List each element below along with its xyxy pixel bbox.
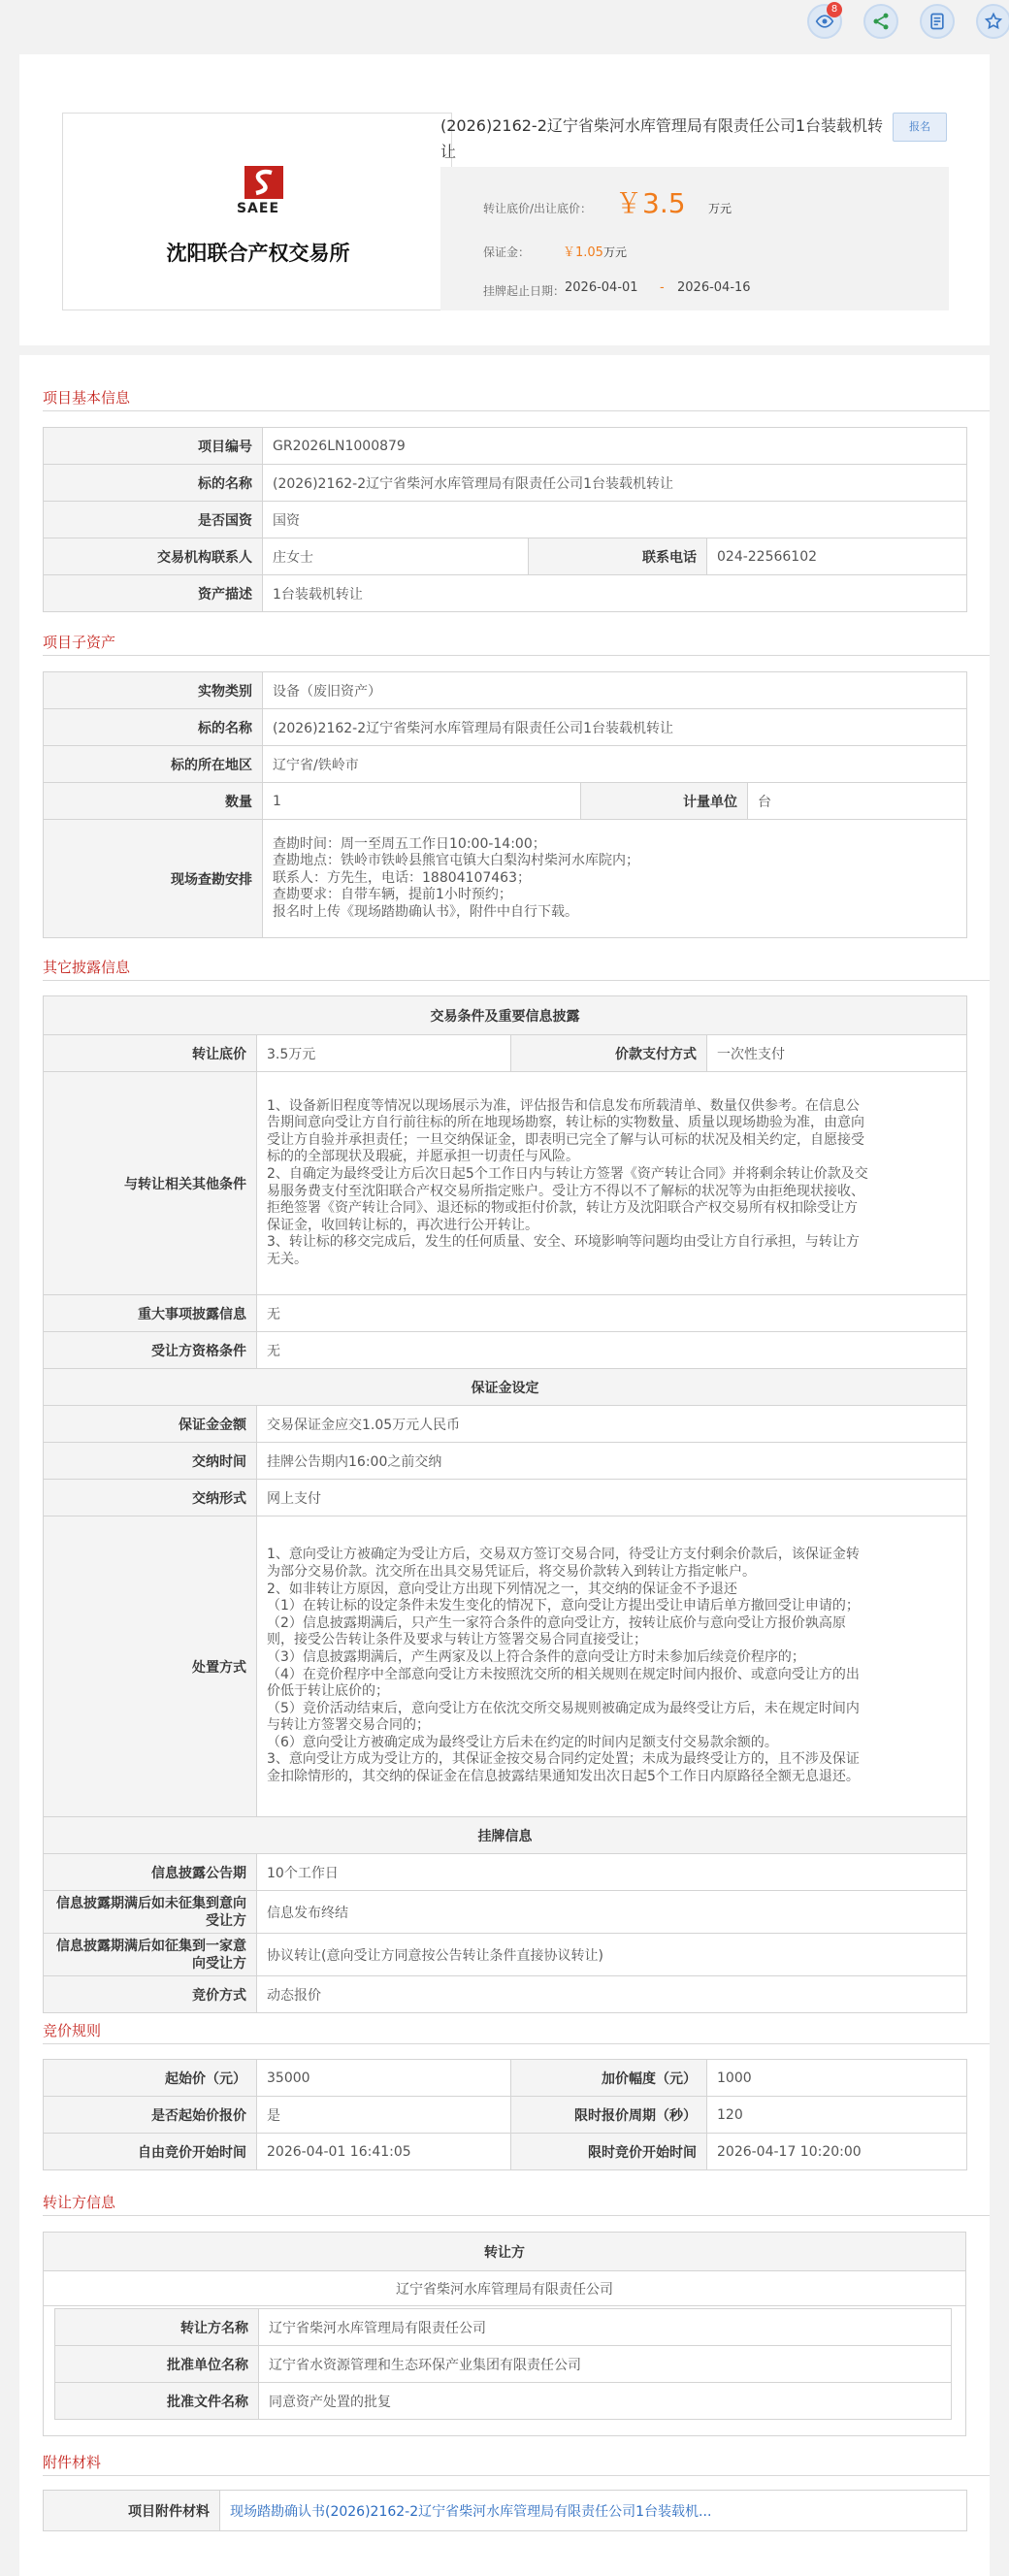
limited-bid-start-value: 2026-04-17 10:20:00	[707, 2134, 967, 2170]
contact-label: 交易机构联系人	[44, 538, 263, 575]
approval-doc-value: 同意资产处置的批复	[259, 2383, 952, 2420]
limit-period-label: 限时报价周期（秒）	[511, 2097, 707, 2134]
price-value: ￥3.5	[615, 187, 686, 219]
table-row	[44, 672, 967, 709]
share-button[interactable]	[863, 4, 898, 39]
section-title-asset: 项目子资产	[43, 634, 116, 651]
table-row	[44, 465, 967, 502]
share-icon	[871, 12, 891, 31]
unit-value: 台	[748, 783, 967, 820]
phone-label: 联系电话	[529, 538, 707, 575]
table-row	[44, 2271, 966, 2306]
quantity-value: 1	[263, 783, 581, 820]
table-row	[44, 1854, 967, 1891]
one-buyer-label: 信息披露期满后如征集到一家意向受让方	[44, 1934, 257, 1976]
location-label: 标的所在地区	[44, 746, 263, 783]
asset-desc-value: 1台装载机转让	[263, 575, 967, 612]
table-row	[44, 746, 967, 783]
table-row	[44, 1369, 967, 1406]
table-row	[55, 2383, 952, 2420]
exchange-logo	[62, 113, 452, 310]
seller-header: 转让方	[44, 2233, 966, 2271]
payment-method-label: 价款支付方式	[511, 1035, 707, 1072]
document-button[interactable]	[920, 4, 955, 39]
table-row	[44, 2233, 966, 2271]
price-unit: 万元	[708, 202, 732, 215]
seller-name-label: 转让方名称	[55, 2309, 259, 2346]
disposal-line: （5）竞价活动结束后，意向受让方在依沈交所交易规则被确定成为最终受让方后，未在规定时间内	[267, 1700, 860, 1716]
target-name-label: 标的名称	[44, 465, 263, 502]
bidding-method-value: 动态报价	[257, 1976, 967, 2013]
payment-form-value: 网上支付	[257, 1480, 967, 1516]
state-owned-label: 是否国资	[44, 502, 263, 538]
start-price-value: 35000	[257, 2060, 511, 2097]
table-row	[44, 1072, 967, 1295]
major-matters-value: 无	[257, 1295, 967, 1332]
target-name-value: (2026)2162-2辽宁省柴河水库管理局有限责任公司1台装载机转让	[263, 465, 967, 502]
disposal-label: 处置方式	[44, 1516, 257, 1817]
asset-name-value: (2026)2162-2辽宁省柴河水库管理局有限责任公司1台装载机转让	[263, 709, 967, 746]
attachment-link[interactable]: 现场踏勘确认书(2026)2162-2辽宁省柴河水库管理局有限责任公司1台装载机...	[230, 2503, 712, 2520]
disposal-line: （3）信息披露期满后，产生两家及以上符合条件的意向受让方时未参加后续竞价程序的；	[267, 1648, 805, 1665]
basic-info-table	[43, 427, 967, 612]
bidding-rules-table	[43, 2059, 967, 2170]
disposal-line: 为部分交易价款。沈交所在出具交易凭证后，将交易价款转入到转让方指定帐户。	[267, 1563, 756, 1580]
asset-name-label: 标的名称	[44, 709, 263, 746]
table-row	[44, 502, 967, 538]
disposal-line: 则，接受公告转让条件及要求与转让方签署交易合同直接受让；	[267, 1632, 647, 1648]
disposal-value	[257, 1516, 967, 1817]
table-row	[55, 2346, 952, 2383]
deposit-amount-label: 保证金金额	[44, 1406, 257, 1443]
deposit-value: ￥1.05	[563, 245, 603, 260]
condition-line: 2、自确定为最终受让方后次日起5个工作日内与转让方签署《资产转让合同》并将剩余转让价款及交	[267, 1165, 868, 1182]
attachment-cell	[220, 2491, 967, 2531]
section-title-other: 其它披露信息	[43, 959, 131, 976]
approver-label: 批准单位名称	[55, 2346, 259, 2383]
logo-text: SAEE	[236, 201, 280, 216]
disclosure-period-label: 信息披露公告期	[44, 1854, 257, 1891]
section-title-bidding: 竞价规则	[43, 2022, 102, 2039]
disposal-line: （6）意向受让方被确定成为最终受让方后未在约定的时间内足额支付交易款余额的。	[267, 1734, 778, 1750]
item-type-label: 实物类别	[44, 672, 263, 709]
project-code-label: 项目编号	[44, 428, 263, 465]
table-row	[44, 1480, 967, 1516]
condition-line: 1、设备新旧程度等情况以现场展示为准，评估报告和信息发布所载清单、数量仅供参考。在信息公	[267, 1097, 860, 1114]
price-label: 转让底价/出让底价：	[483, 202, 593, 215]
disposal-line: 金扣除情形的，其交纳的保证金在信息披露结果通知发出次日起5个工作日内原路径全额无息退还。	[267, 1769, 860, 1785]
table-row	[44, 1976, 967, 2013]
disposal-line: 价低于转让底价的；	[267, 1683, 389, 1700]
top-toolbar	[0, 0, 1009, 54]
exchange-name: 沈阳联合产权交易所	[166, 241, 350, 265]
collect-button[interactable]	[976, 4, 1009, 39]
major-matters-label: 重大事项披露信息	[44, 1295, 257, 1332]
increment-value: 1000	[707, 2060, 967, 2097]
project-code-value: GR2026LN1000879	[263, 428, 967, 465]
sub-header-listing: 挂牌信息	[44, 1817, 967, 1854]
table-row	[44, 709, 967, 746]
attachment-label: 项目附件材料	[44, 2491, 220, 2531]
sub-header-deposit: 保证金设定	[44, 1369, 967, 1406]
price-summary	[440, 167, 949, 310]
limit-period-value: 120	[707, 2097, 967, 2134]
site-visit-line: 查勘地点：铁岭市铁岭县熊官屯镇大白梨沟村柴河水库院内；	[273, 853, 639, 869]
disposal-line: 3、意向受让方成为受让方的，其保证金按交易合同约定处置；未成为最终受让方的，且不涉及保证	[267, 1751, 860, 1768]
condition-line: 保证金，收回转让标的，再次进行公开转让。	[267, 1217, 538, 1233]
table-row	[44, 2060, 967, 2097]
section-divider	[43, 2043, 990, 2044]
location-value: 辽宁省/铁岭市	[263, 746, 967, 783]
attachment-table	[43, 2490, 967, 2531]
no-buyer-label: 信息披露期满后如未征集到意向受让方	[44, 1891, 257, 1934]
disposal-line: 1、意向受让方被确定为受让方后，交易双方签订交易合同，待受让方支付剩余价款后，该保证金转	[267, 1547, 860, 1563]
document-icon	[928, 12, 947, 31]
section-divider	[43, 980, 990, 981]
site-visit-line: 查勘时间：周一至周五工作日10:00-14:00；	[273, 835, 546, 852]
table-row	[55, 2309, 952, 2346]
table-row	[44, 1406, 967, 1443]
disposal-line: （2）信息披露期满后，只产生一家符合条件的意向受让方，按转让底价与意向受让方报价孰高原	[267, 1614, 846, 1631]
free-bid-start-label: 自由竞价开始时间	[44, 2134, 257, 2170]
qualification-value: 无	[257, 1332, 967, 1369]
transfer-price-value: 3.5万元	[257, 1035, 511, 1072]
date-start: 2026-04-01	[565, 280, 638, 295]
payment-time-label: 交纳时间	[44, 1443, 257, 1480]
payment-method-value: 一次性支付	[707, 1035, 967, 1072]
sub-asset-table	[43, 671, 967, 938]
other-conditions-value	[257, 1072, 967, 1295]
table-row	[44, 538, 967, 575]
free-bid-start-value: 2026-04-01 16:41:05	[257, 2134, 511, 2170]
disposal-line: 与转让方签署交易合同的；	[267, 1717, 430, 1734]
section-title-basic: 项目基本信息	[43, 389, 131, 407]
approval-doc-label: 批准文件名称	[55, 2383, 259, 2420]
project-header-card	[19, 54, 990, 345]
table-row	[44, 1332, 967, 1369]
condition-line: 3、转让标的移交完成后，发生的任何质量、安全、环境影响等问题均由受让方自行承担，与转让方	[267, 1234, 860, 1251]
table-row	[44, 1934, 967, 1976]
table-row	[44, 996, 967, 1035]
site-visit-value	[263, 820, 967, 938]
phone-value: 024-22566102	[707, 538, 967, 575]
disclosure-table	[43, 995, 967, 2013]
quantity-label: 数量	[44, 783, 263, 820]
condition-line: 易服务费支付至沈阳联合产权交易所指定账户。受让方不得以不了解标的状况等为由拒绝现状接收、	[267, 1183, 864, 1199]
table-row	[44, 1817, 967, 1854]
site-visit-line: 报名时上传《现场踏勘确认书》，附件中自行下载。	[273, 903, 578, 920]
item-type-value: 设备（废旧资产）	[263, 672, 967, 709]
one-buyer-value: 协议转让(意向受让方同意按公告转让条件直接协议转让)	[257, 1934, 967, 1976]
section-title-attachment: 附件材料	[43, 2454, 102, 2471]
deposit-amount-value: 交易保证金应交1.05万元人民币	[257, 1406, 967, 1443]
condition-line: 受让方自验并承担责任；一旦交纳保证金，即表明已完全了解与认可标的状况及相关约定，自愿接受	[267, 1131, 864, 1148]
table-row	[44, 2134, 967, 2170]
increment-label: 加价幅度（元）	[511, 2060, 707, 2097]
table-row	[44, 1035, 967, 1072]
site-visit-label: 现场查勘安排	[44, 820, 263, 938]
payment-time-value: 挂牌公告期内16:00之前交纳	[257, 1443, 967, 1480]
sub-header-conditions: 交易条件及重要信息披露	[44, 996, 967, 1035]
other-conditions-label: 与转让相关其他条件	[44, 1072, 257, 1295]
contact-value: 庄女士	[263, 538, 529, 575]
asset-desc-label: 资产描述	[44, 575, 263, 612]
section-title-seller: 转让方信息	[43, 2194, 116, 2211]
section-divider	[43, 2475, 990, 2476]
site-visit-line: 查勘要求：自带车辆，提前1小时预约；	[273, 887, 512, 903]
star-icon	[984, 12, 1003, 31]
saee-logo-icon	[244, 166, 283, 199]
bidding-method-label: 竞价方式	[44, 1976, 257, 2013]
table-row	[44, 1516, 967, 1817]
qualification-label: 受让方资格条件	[44, 1332, 257, 1369]
transfer-price-label: 转让底价	[44, 1035, 257, 1072]
table-row	[44, 1443, 967, 1480]
approver-value: 辽宁省水资源管理和生态环保产业集团有限责任公司	[259, 2346, 952, 2383]
seller-name-value: 辽宁省柴河水库管理局有限责任公司	[259, 2309, 952, 2346]
view-count-badge: 8	[827, 2, 842, 17]
date-label: 挂牌起止日期：	[483, 284, 566, 298]
table-row	[44, 1295, 967, 1332]
deposit-label: 保证金：	[483, 245, 531, 259]
unit-label: 计量单位	[581, 783, 748, 820]
table-row	[44, 1891, 967, 1934]
condition-line: 标的的全部现状及瑕疵，并愿承担一切责任与风险。	[267, 1149, 579, 1165]
payment-form-label: 交纳形式	[44, 1480, 257, 1516]
deposit-unit: 万元	[603, 245, 628, 259]
start-price-label: 起始价（元）	[44, 2060, 257, 2097]
condition-line: 拒绝签署《资产转让合同》、退还标的物或拒付价款，转让方及沈阳联合产权交易所有权扣除受让方	[267, 1200, 858, 1217]
seller-detail-table	[54, 2308, 952, 2420]
start-price-bid-value: 是	[257, 2097, 511, 2134]
state-owned-value: 国资	[263, 502, 967, 538]
view-count-button[interactable]	[807, 4, 842, 39]
table-row	[44, 783, 967, 820]
section-divider	[43, 655, 990, 656]
no-buyer-value: 信息发布终结	[257, 1891, 967, 1934]
seller-company: 辽宁省柴河水库管理局有限责任公司	[44, 2271, 966, 2306]
start-price-bid-label: 是否起始价报价	[44, 2097, 257, 2134]
table-row	[44, 820, 967, 938]
date-end: 2026-04-16	[677, 280, 751, 295]
project-details-card	[19, 355, 990, 2576]
disposal-line: （4）在竞价程序中全部意向受让方未按照沈交所的相关规则在规定时间内报价、或意向受让方的出	[267, 1666, 860, 1682]
section-divider	[43, 2215, 990, 2216]
disclosure-period-value: 10个工作日	[257, 1854, 967, 1891]
date-separator: -	[660, 280, 665, 295]
site-visit-line: 联系人：方先生，电话：18804107463；	[273, 869, 531, 886]
table-row	[44, 575, 967, 612]
table-row	[44, 2491, 967, 2531]
table-row	[44, 428, 967, 465]
condition-line: 告期间意向受让方自行前往标的所在地现场勘察，转让标的实物数量、质量以现场勘验为准，由意向	[267, 1115, 864, 1131]
condition-line: 无关。	[267, 1251, 308, 1267]
signup-button[interactable]: 报名	[893, 113, 947, 142]
project-title: (2026)2162-2辽宁省柴河水库管理局有限责任公司1台装载机转让	[440, 116, 884, 161]
disposal-line: （1）在转让标的设定条件未发生变化的情况下，意向受让方提出受让申请后单方撤回受让申请的；	[267, 1598, 860, 1614]
section-divider	[43, 410, 990, 411]
limited-bid-start-label: 限时竞价开始时间	[511, 2134, 707, 2170]
disposal-line: 2、如非转让方原因，意向受让方出现下列情况之一，其交纳的保证金不予退还	[267, 1581, 737, 1597]
table-row	[44, 2097, 967, 2134]
